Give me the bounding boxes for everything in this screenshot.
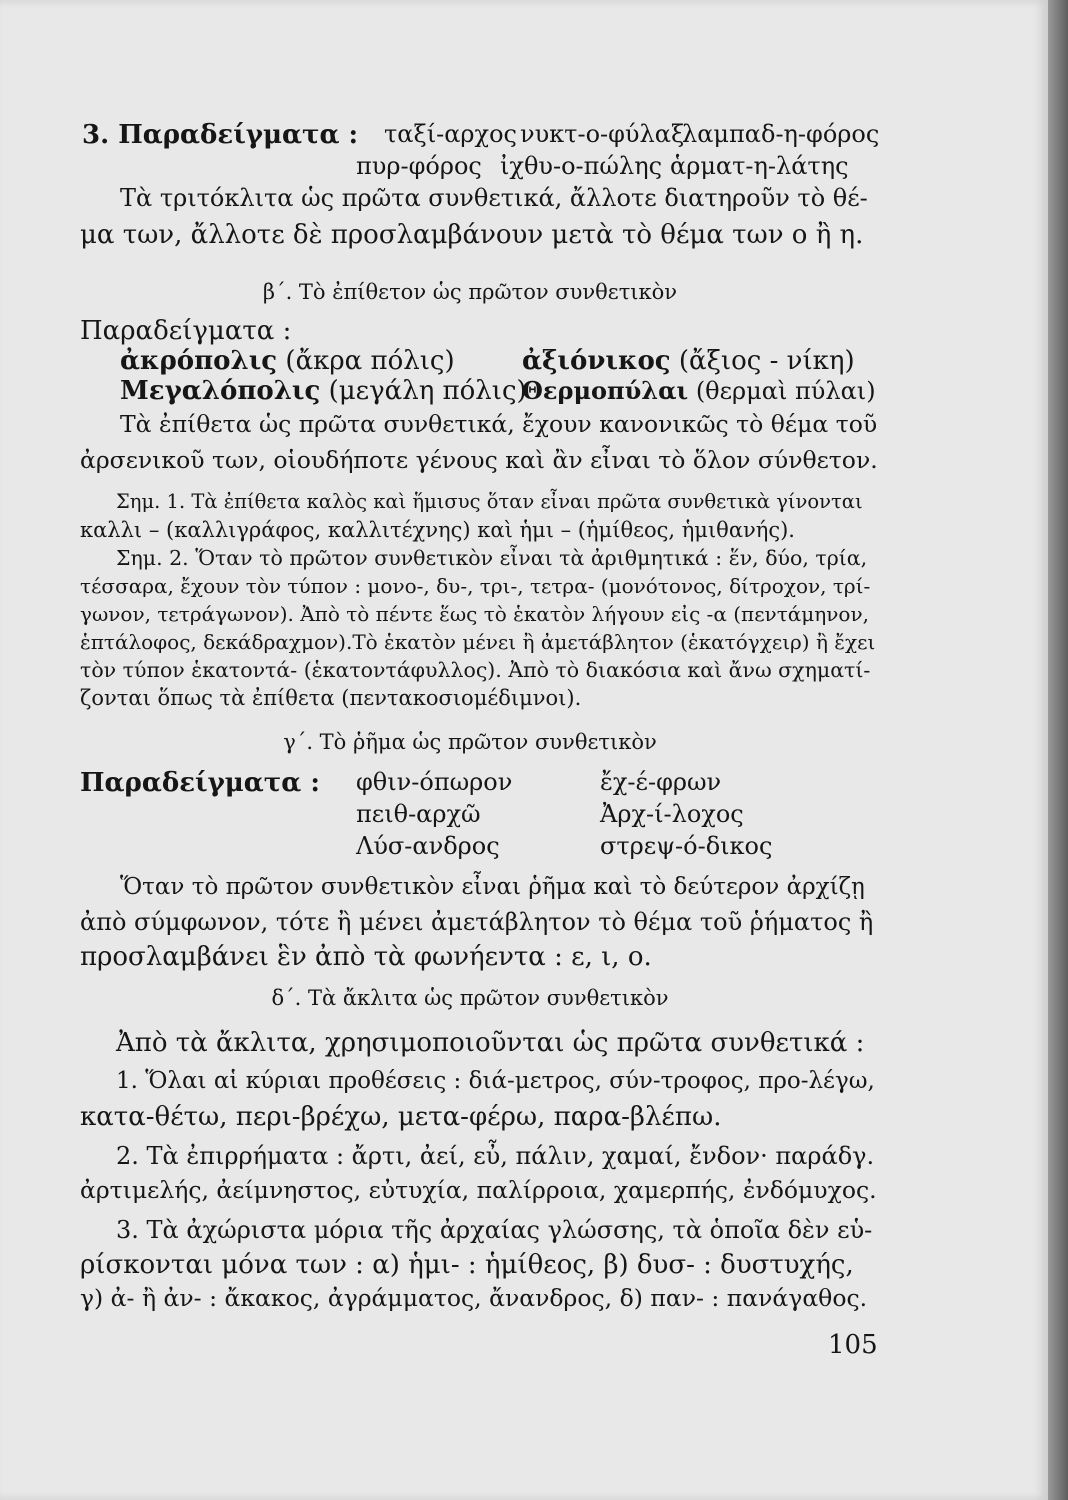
note-line: γωνον, τετράγωνον). Ἀπὸ τὸ πέντε ἕως τὸ ἑκατὸν λήγουν εἰς -α (πεντάμηνον, bbox=[80, 602, 869, 626]
example-word bbox=[522, 376, 876, 405]
list-item-line: ἀρτιμελής, ἀείμνηστος, εὐτυχία, παλίρροια, χαμερπής, ἐνδόμυχος. bbox=[80, 1176, 877, 1204]
example-word: πειθ-αρχῶ bbox=[356, 800, 481, 828]
section-title: δ΄. Τὰ ἄκλιτα ὡς πρῶτον συνθετικὸν bbox=[271, 986, 669, 1010]
section-title: β΄. Τὸ ἐπίθετον ὡς πρῶτον συνθετικὸν bbox=[262, 280, 678, 304]
list-item-line: 2. Τὰ ἐπιρρήματα : ἄρτι, ἀεί, εὖ, πάλιν, χαμαί, ἔνδον· παράδγ. bbox=[116, 1142, 875, 1170]
example-word: ταξί-αρχος bbox=[384, 120, 517, 148]
page-number: 105 bbox=[828, 1330, 878, 1360]
note-line: ἑπτάλοφος, δεκάδραχμον).Τὸ ἑκατὸν μένει ἢ ἀμετάβλητον (ἑκατόγχειρ) ἢ ἔχει bbox=[80, 630, 876, 654]
example-word: ἔχ-έ-φρων bbox=[600, 768, 722, 796]
example-term: Θερμοπύλαι bbox=[522, 376, 689, 405]
paragraph-line: ἀρσενικοῦ των, οἱουδήποτε γένους καὶ ἂν εἶναι τὸ ὅλον σύνθετον. bbox=[80, 446, 878, 474]
example-term: Μεγαλόπολις bbox=[120, 376, 321, 406]
example-word: πυρ-φόρος bbox=[356, 152, 482, 180]
example-word bbox=[522, 346, 855, 376]
example-gloss: (θερμαὶ πύλαι) bbox=[695, 377, 876, 405]
example-gloss: (μεγάλη πόλις) bbox=[328, 376, 527, 406]
example-word: Ἀρχ-ί-λοχος bbox=[600, 800, 744, 828]
note-line: καλλι – (καλλιγράφος, καλλιτέχνης) καὶ ἡμι – (ἡμίθεος, ἡμιθανής). bbox=[80, 518, 795, 542]
example-word: στρεψ-ό-δικος bbox=[600, 832, 773, 860]
section-3-heading: 3. Παραδείγματα : bbox=[82, 120, 359, 150]
example-word: Λύσ-ανδρος bbox=[356, 832, 500, 860]
paragraph-line: Τὰ ἐπίθετα ὡς πρῶτα συνθετικά, ἔχουν κανονικῶς τὸ θέμα τοῦ bbox=[120, 410, 878, 438]
note-line: τὸν τύπον ἑκατοντά- (ἑκατοντάφυλλος). Ἀπὸ τὸ διακόσια καὶ ἄνω σχηματί- bbox=[80, 658, 871, 682]
note-line: Σημ. 2. Ὅταν τὸ πρῶτον συνθετικὸν εἶναι τὰ ἀριθμητικά : ἕν, δύο, τρία, bbox=[116, 546, 868, 570]
paragraph-line: ἀπὸ σύμφωνον, τότε ἢ μένει ἀμετάβλητον τὸ θέμα τοῦ ῥήματος ἢ bbox=[80, 908, 874, 936]
example-term: ἀκρόπολις bbox=[120, 346, 278, 376]
paragraph-line: Τὰ τριτόκλιτα ὡς πρῶτα συνθετικά, ἄλλοτε διατηροῦν τὸ θέ- bbox=[120, 184, 868, 212]
list-item-line: ρίσκονται μόνα των : α) ἡμι- : ἡμίθεος, β) δυσ- : δυστυχής, bbox=[80, 1250, 854, 1280]
note-line: Σημ. 1. Τὰ ἐπίθετα καλὸς καὶ ἥμισυς ὅταν εἶναι πρῶτα συνθετικὰ γίνονται bbox=[116, 490, 863, 513]
note-line: ζονται ὅπως τὰ ἐπίθετα (πεντακοσιομέδιμνοι). bbox=[80, 686, 582, 710]
example-gloss: (ἄκρα πόλις) bbox=[285, 346, 455, 376]
page-edge-shadow bbox=[1048, 0, 1068, 1500]
section-title: γ΄. Τὸ ῥῆμα ὡς πρῶτον συνθετικὸν bbox=[283, 730, 657, 754]
list-item-line: κατα-θέτω, περι-βρέχω, μετα-φέρω, παρα-βλέπω. bbox=[80, 1102, 722, 1132]
note-line: τέσσαρα, ἔχουν τὸν τύπον : μονο-, δυ-, τρι-, τετρα- (μονότονος, δίτροχον, τρί- bbox=[80, 574, 871, 598]
example-gloss: (ἄξιος - νίκη) bbox=[678, 346, 855, 376]
example-word: λαμπαδ-η-φόρος bbox=[682, 120, 880, 148]
list-item-line: 3. Τὰ ἀχώριστα μόρια τῆς ἀρχαίας γλώσσης, τὰ ὁποῖα δὲν εὑ- bbox=[116, 1216, 873, 1244]
example-word bbox=[120, 376, 527, 406]
example-word: φθιν-όπωρον bbox=[356, 768, 513, 796]
list-item-line: 1. Ὅλαι αἱ κύριαι προθέσεις : διά-μετρος, σύν-τροφος, προ-λέγω, bbox=[116, 1068, 875, 1094]
paragraph-line: Ἀπὸ τὰ ἄκλιτα, χρησιμοποιοῦνται ὡς πρῶτα συνθετικά : bbox=[116, 1028, 865, 1058]
example-term: ἀξιόνικος bbox=[522, 346, 671, 376]
paragraph-line: προσλαμβάνει ἓν ἀπὸ τὰ φωνήεντα : ε, ι, ο. bbox=[80, 942, 652, 972]
example-word: νυκτ-ο-φύλαξ bbox=[520, 120, 685, 148]
paragraph-line: Ὅταν τὸ πρῶτον συνθετικὸν εἶναι ῥῆμα καὶ τὸ δεύτερον ἀρχίζῃ bbox=[120, 874, 865, 900]
example-word: ἁρματ-η-λάτης bbox=[670, 152, 849, 180]
examples-heading: Παραδείγματα : bbox=[80, 316, 292, 346]
list-item-line: γ) ἀ- ἢ ἀν- : ἄκακος, ἀγράμματος, ἄνανδρος, δ) παν- : πανάγαθος. bbox=[80, 1284, 868, 1312]
example-word: ἰχθυ-ο-πώλης bbox=[500, 152, 663, 180]
example-word bbox=[120, 346, 455, 376]
examples-heading: Παραδείγματα : bbox=[80, 768, 320, 798]
paragraph-line: μα των, ἄλλοτε δὲ προσλαμβάνουν μετὰ τὸ θέμα των ο ἢ η. bbox=[80, 220, 864, 250]
